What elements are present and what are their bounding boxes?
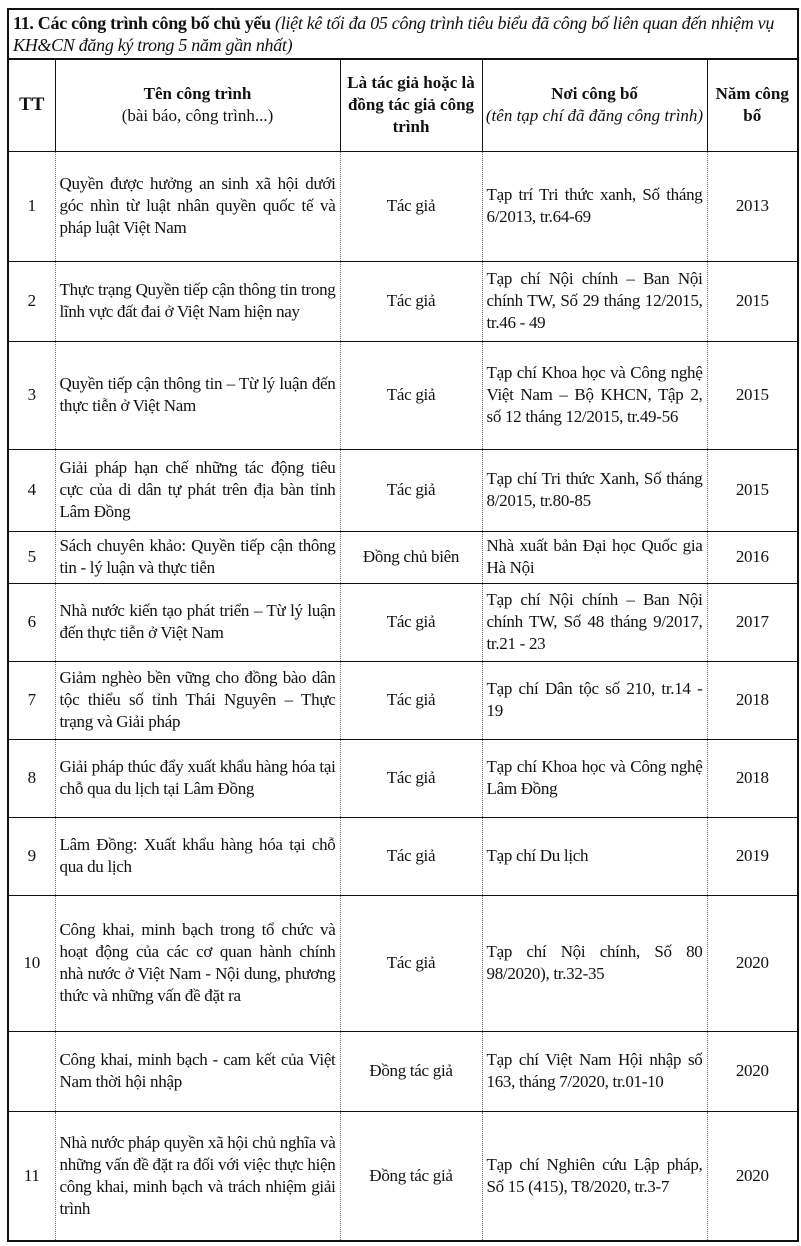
- section-title-row: [8, 9, 798, 59]
- row-name: Thực trạng Quyền tiếp cận thông tin trong lĩnh vực đất đai ở Việt Nam hiện nay: [55, 261, 340, 341]
- table-row: [8, 661, 798, 739]
- table-row: [8, 739, 798, 817]
- row-place: Tạp chí Việt Nam Hội nhập số 163, tháng 7/2020, tr.01-10: [482, 1031, 707, 1111]
- row-year: 2020: [707, 1031, 798, 1111]
- table-row: [8, 1031, 798, 1111]
- row-year: 2018: [707, 739, 798, 817]
- row-year: 2020: [707, 1111, 798, 1241]
- row-place: Tạp chí Dân tộc số 210, tr.14 - 19: [482, 661, 707, 739]
- header-place-sub: (tên tạp chí đã đăng công trình): [485, 106, 704, 126]
- row-name: Lâm Đồng: Xuất khẩu hàng hóa tại chỗ qua du lịch: [55, 817, 340, 895]
- table-row: [8, 1111, 798, 1241]
- row-author: Đồng tác giả: [340, 1111, 482, 1241]
- header-name-sub: (bài báo, công trình...): [121, 106, 274, 126]
- row-name: Sách chuyên khảo: Quyền tiếp cận thông tin - lý luận và thực tiễn: [55, 531, 340, 583]
- row-name: Giải pháp hạn chế những tác động tiêu cực của di dân tự phát trên địa bàn tỉnh Lâm Đồng: [55, 449, 340, 531]
- section-title-note: (liệt kê tối đa 05 công trình tiêu biểu đã công bố liên quan đến nhiệm vụ KH&CN đăng ký trong 5 năm gần nhất): [13, 13, 775, 55]
- row-author: Tác giả: [340, 583, 482, 661]
- row-author: Tác giả: [340, 895, 482, 1031]
- row-tt: 1: [8, 151, 55, 261]
- header-row: [8, 59, 798, 151]
- table-row: [8, 817, 798, 895]
- row-year: 2015: [707, 261, 798, 341]
- row-author: Tác giả: [340, 661, 482, 739]
- row-place: Nhà xuất bản Đại học Quốc gia Hà Nội: [482, 531, 707, 583]
- row-year: 2018: [707, 661, 798, 739]
- row-year: 2019: [707, 817, 798, 895]
- row-tt: 7: [8, 661, 55, 739]
- table-row: [8, 583, 798, 661]
- row-name: Công khai, minh bạch - cam kết của Việt Nam thời hội nhập: [55, 1031, 340, 1111]
- row-tt: 4: [8, 449, 55, 531]
- row-tt: 3: [8, 341, 55, 449]
- table-row: [8, 531, 798, 583]
- row-place: Tạp chí Du lịch: [482, 817, 707, 895]
- header-name: [55, 59, 340, 151]
- header-name-label: Tên công trình: [143, 84, 252, 104]
- table-row: [8, 151, 798, 261]
- row-place: Tạp chí Khoa học và Công nghệ Việt Nam – Bộ KHCN, Tập 2, số 12 tháng 12/2015, tr.49-56: [482, 341, 707, 449]
- header-year: Năm công bố: [707, 59, 798, 151]
- row-year: 2013: [707, 151, 798, 261]
- row-year: 2020: [707, 895, 798, 1031]
- row-tt: 9: [8, 817, 55, 895]
- row-author: Tác giả: [340, 817, 482, 895]
- row-author: Đồng tác giả: [340, 1031, 482, 1111]
- row-year: 2017: [707, 583, 798, 661]
- row-tt: 11: [8, 1111, 55, 1241]
- table-row: [8, 895, 798, 1031]
- row-author: Tác giả: [340, 151, 482, 261]
- row-author: Tác giả: [340, 261, 482, 341]
- row-tt: [8, 1031, 55, 1111]
- row-year: 2015: [707, 341, 798, 449]
- row-place: Tạp chí Nội chính, Số 80 98/2020), tr.32-35: [482, 895, 707, 1031]
- header-place-label: Nơi công bố: [551, 84, 638, 104]
- section-title: [8, 9, 798, 59]
- row-tt: 2: [8, 261, 55, 341]
- row-name: Nhà nước kiến tạo phát triển – Từ lý luận đến thực tiễn ở Việt Nam: [55, 583, 340, 661]
- row-tt: 10: [8, 895, 55, 1031]
- row-tt: 8: [8, 739, 55, 817]
- row-tt: 5: [8, 531, 55, 583]
- table-row: [8, 261, 798, 341]
- header-author: Là tác giả hoặc là đồng tác giả công trình: [340, 59, 482, 151]
- row-name: Giải pháp thúc đẩy xuất khẩu hàng hóa tại chỗ qua du lịch tại Lâm Đồng: [55, 739, 340, 817]
- row-year: 2015: [707, 449, 798, 531]
- row-tt: 6: [8, 583, 55, 661]
- row-author: Tác giả: [340, 341, 482, 449]
- row-place: Tạp chí Nghiên cứu Lập pháp, Số 15 (415), T8/2020, tr.3-7: [482, 1111, 707, 1241]
- row-name: Quyền được hưởng an sinh xã hội dưới góc nhìn từ luật nhân quyền quốc tế và pháp luật Việt Nam: [55, 151, 340, 261]
- row-place: Tạp chí Nội chính – Ban Nội chính TW, Số 29 tháng 12/2015, tr.46 - 49: [482, 261, 707, 341]
- row-name: Quyền tiếp cận thông tin – Từ lý luận đến thực tiễn ở Việt Nam: [55, 341, 340, 449]
- row-author: Tác giả: [340, 449, 482, 531]
- table-row: [8, 449, 798, 531]
- table-row: [8, 341, 798, 449]
- row-place: Tạp chí Khoa học và Công nghệ Lâm Đồng: [482, 739, 707, 817]
- row-author: Đồng chủ biên: [340, 531, 482, 583]
- row-place: Tạp chí Tri thức Xanh, Số tháng 8/2015, tr.80-85: [482, 449, 707, 531]
- row-place: Tạp chí Nội chính – Ban Nội chính TW, Số 48 tháng 9/2017, tr.21 - 23: [482, 583, 707, 661]
- publications-table: [7, 8, 799, 1242]
- row-author: Tác giả: [340, 739, 482, 817]
- row-year: 2016: [707, 531, 798, 583]
- section-title-bold: 11. Các công trình công bố chủ yếu: [13, 13, 271, 33]
- row-name: Công khai, minh bạch trong tổ chức và hoạt động của các cơ quan hành chính nhà nước ở Việt Nam - Nội dung, phương thức và những vấn đề đặt ra: [55, 895, 340, 1031]
- row-name: Giảm nghèo bền vững cho đồng bào dân tộc thiểu số tỉnh Thái Nguyên – Thực trạng và Giải pháp: [55, 661, 340, 739]
- row-name: Nhà nước pháp quyền xã hội chủ nghĩa và những vấn đề đặt ra đối với việc thực hiện công khai, minh bạch và trách nhiệm giải trình: [55, 1111, 340, 1241]
- row-place: Tạp trí Tri thức xanh, Số tháng 6/2013, tr.64-69: [482, 151, 707, 261]
- header-tt: TT: [8, 59, 55, 151]
- header-place: [482, 59, 707, 151]
